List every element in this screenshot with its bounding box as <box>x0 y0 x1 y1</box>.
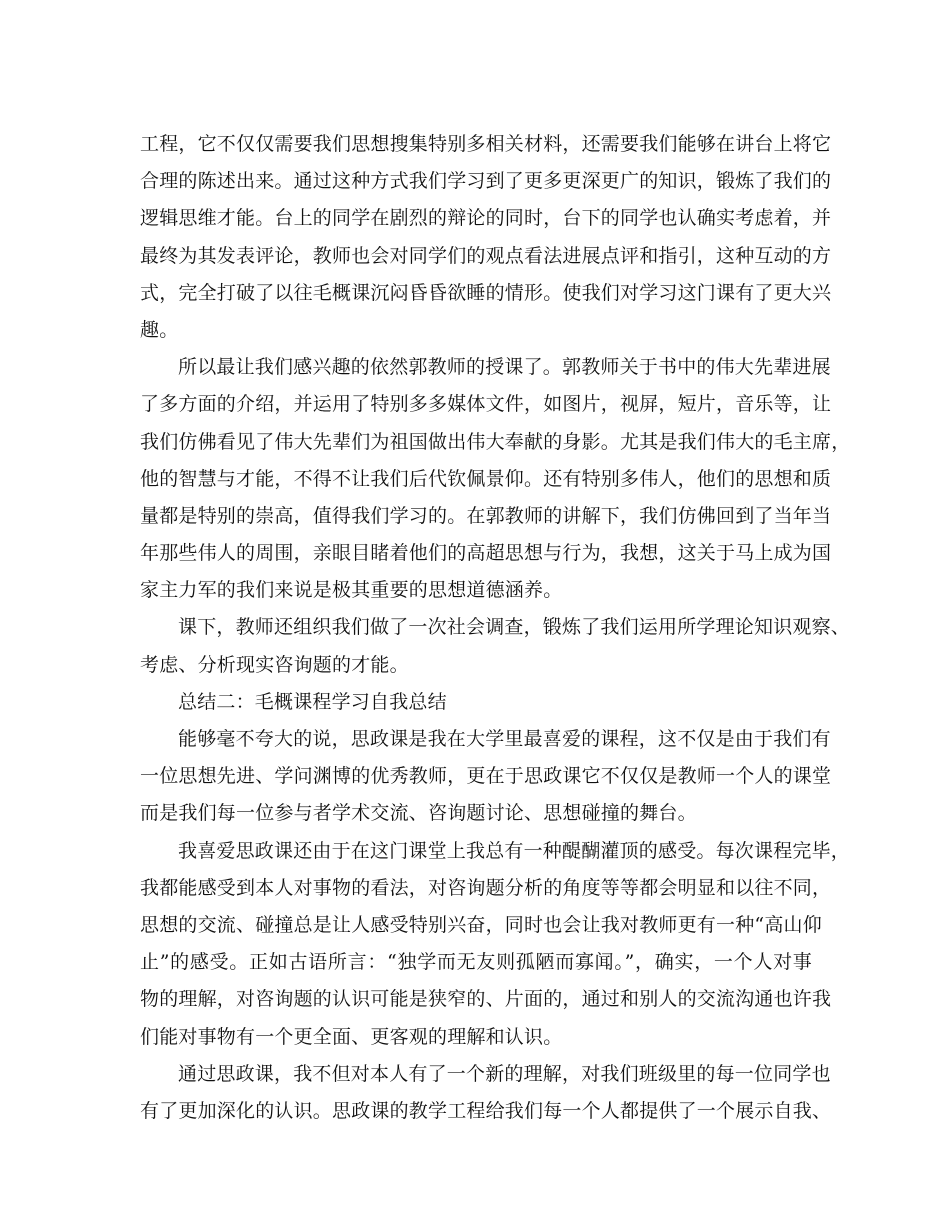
text-line: 思想的交流、碰撞总是让人感受特别兴奋，同时也会让我对教师更有一种“高山仰 <box>140 913 822 936</box>
paragraph-enlightenment <box>140 833 851 1056</box>
text-line: 我喜爱思政课还由于在这门课堂上我总有一种醍醐灌顶的感受。每次课程完毕， <box>178 839 851 862</box>
text-line: 止”的感受。正如古语所言：“独学而无友则孤陋而寡闻。”，确实，一个人对事 <box>140 951 812 974</box>
text-line: 有了更加深化的认识。思政课的教学工程给我们每一个人都提供了一个展示自我、 <box>140 1099 832 1122</box>
text-line: 家主力军的我们来说是极其重要的思想道德涵养。 <box>140 579 563 602</box>
text-line: 总结二：毛概课程学习自我总结 <box>178 690 447 713</box>
text-line: 合理的陈述出来。通过这种方式我们学习到了更多更深更广的知识，锻炼了我们的 <box>140 170 832 193</box>
section-heading-summary-two <box>140 684 812 721</box>
text-line: 趣。 <box>140 318 179 341</box>
text-line: 我都能感受到本人对事物的看法，对咨询题分析的角度等等都会明显和以往不同， <box>140 876 832 899</box>
text-line: 逻辑思维才能。台上的同学在剧烈的辩论的同时，台下的同学也认确实考虑着，并 <box>140 207 832 230</box>
paragraph-social-survey <box>140 609 851 683</box>
text-line: 最终为其发表评论，教师也会对同学们的观点看法进展点评和指引，这种互动的方 <box>140 244 832 267</box>
text-line: 通过思政课，我不但对本人有了一个新的理解，对我们班级里的每一位同学也 <box>178 1062 831 1085</box>
text-line: 课下，教师还组织我们做了一次社会调查，锻炼了我们运用所学理论知识观察、 <box>178 616 851 639</box>
paragraph-guo-teacher <box>140 349 851 609</box>
text-line: 而是我们每一位参与者学术交流、咨询题讨论、思想碰撞的舞台。 <box>140 802 697 825</box>
text-line: 式，完全打破了以往毛概课沉闷昏昏欲睡的情形。使我们对学习这门课有了更大兴 <box>140 281 832 304</box>
text-line: 物的理解，对咨询题的认识可能是狭窄的、片面的，通过和别人的交流沟通也许我 <box>140 988 832 1011</box>
text-line: 我们仿佛看见了伟大先辈们为祖国做出伟大奉献的身影。尤其是我们伟大的毛主席， <box>140 430 851 453</box>
text-line: 们能对事物有一个更全面、更客观的理解和认识。 <box>140 1025 563 1048</box>
text-line: 一位思想先进、学问渊博的优秀教师，更在于思政课它不仅仅是教师一个人的课堂 <box>140 765 832 788</box>
text-line: 量都是特别的崇高，值得我们学习的。在郭教师的讲解下，我们仿佛回到了当年当 <box>140 504 832 527</box>
text-line: 能够毫不夸大的说，思政课是我在大学里最喜爱的课程，这不仅是由于我们有 <box>178 728 831 750</box>
text-line: 所以最让我们感兴趣的依然郭教师的授课了。郭教师关于书中的伟大先辈进展 <box>178 356 831 379</box>
document-body <box>140 126 851 1130</box>
text-line: 考虑、分析现实咨询题的才能。 <box>140 653 409 676</box>
paragraph-favorite-course <box>140 721 832 833</box>
text-line: 他的智慧与才能，不得不让我们后代钦佩景仰。还有特别多伟人，他们的思想和质 <box>140 467 832 490</box>
text-line: 了多方面的介绍，并运用了特别多多媒体文件，如图片，视屏，短片，音乐等，让 <box>140 393 832 416</box>
text-line: 年那些伟人的周围，亲眼目睹着他们的高超思想与行为，我想，这关于马上成为国 <box>140 542 832 565</box>
paragraph-new-understanding <box>140 1056 832 1130</box>
text-line: 工程，它不仅仅需要我们思想搜集特别多相关材料，还需要我们能够在讲台上将它 <box>140 133 832 155</box>
paragraph-debate-continued <box>140 126 832 349</box>
